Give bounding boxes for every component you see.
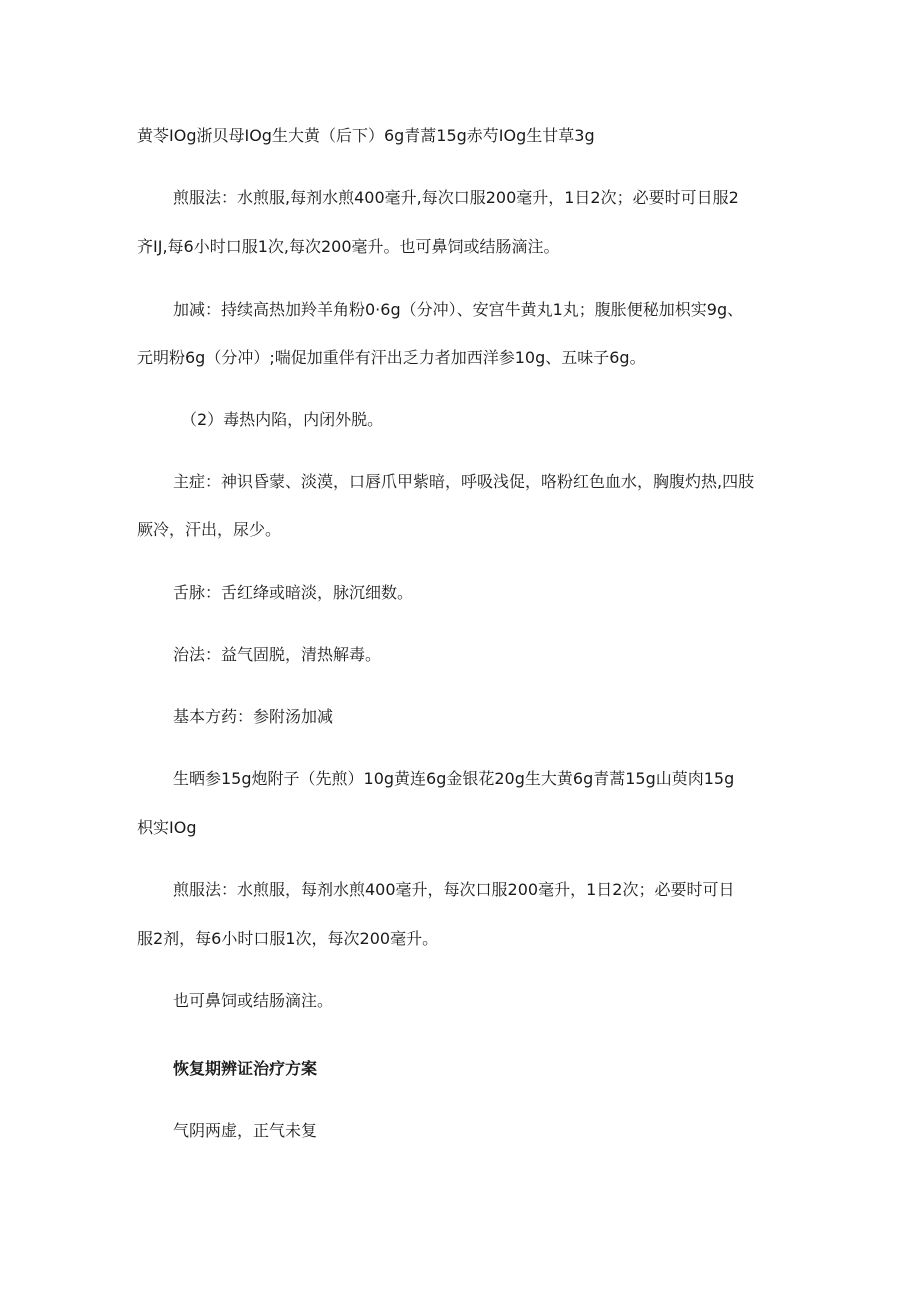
nasal-feeding-line: 也可鼻饲或结肠滴注。	[173, 991, 334, 1010]
prescription-ingredients-line-1: 生晒参15g炮附子（先煎）10g黄连6g金银花20g生大黄6g青蒿15g山萸肉15g	[173, 769, 735, 788]
recovery-syndrome-line: 气阴两虚，正气未复	[173, 1121, 318, 1140]
treatment-method-line: 治法：益气固脱，清热解毒。	[173, 645, 382, 664]
recovery-section-heading: 恢复期辨证治疗方案	[173, 1059, 318, 1078]
decoction-method-line-1: 煎服法：水煎服,每剂水煎400毫升,每次口服200毫升，1日2次；必要时可日服2	[173, 188, 739, 207]
main-symptoms-line-1: 主症：神识昏蒙、淡漠，口唇爪甲紫暗，呼吸浅促，咯粉红色血水，胸腹灼热,四肢	[173, 472, 755, 491]
modification-line-1: 加减：持续高热加羚羊角粉0·6g（分冲）、安宫牛黄丸1丸；腹胀便秘加枳实9g、	[173, 300, 744, 319]
modification-line-2: 元明粉6g（分冲）;喘促加重伴有汗出乏力者加西洋参10g、五味子6g。	[137, 348, 646, 367]
decoction-method-2-line-1: 煎服法：水煎服，每剂水煎400毫升，每次口服200毫升，1日2次；必要时可日	[173, 880, 735, 899]
decoction-method-line-2: 齐IJ,每6小时口服1次,每次200毫升。也可鼻饲或结肠滴注。	[137, 237, 560, 256]
decoction-method-2-line-2: 服2剂，每6小时口服1次，每次200毫升。	[137, 929, 439, 948]
section-heading-2: （2）毒热内陷，内闭外脱。	[181, 410, 384, 429]
tongue-pulse-line: 舌脉：舌红绛或暗淡，脉沉细数。	[173, 583, 414, 602]
main-symptoms-line-2: 厥冷，汗出，尿少。	[137, 520, 282, 539]
prescription-ingredients-line-2: 枳实IOg	[137, 818, 197, 837]
basic-prescription-line: 基本方药：参附汤加减	[173, 707, 334, 726]
formula-ingredients-line: 黄苓IOg浙贝母IOg生大黄（后下）6g青蒿15g赤芍IOg生甘草3g	[137, 126, 595, 145]
